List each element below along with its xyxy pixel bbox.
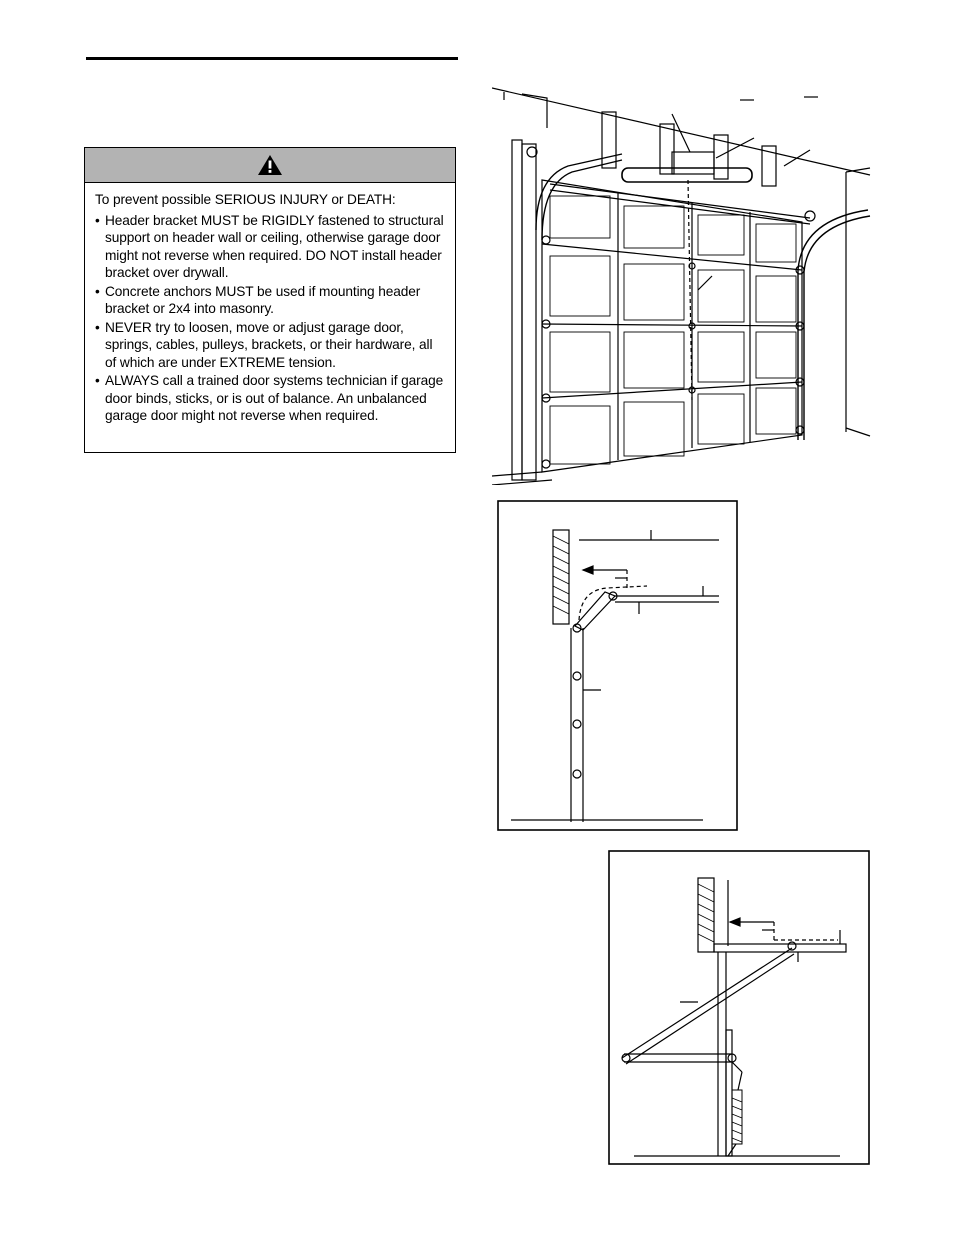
warning-body: [85, 183, 455, 432]
sectional-garage-door-illustration: [492, 80, 874, 485]
warning-list: [95, 212, 445, 425]
warning-header: [85, 148, 455, 183]
one-piece-door-header-detail: [608, 850, 870, 1166]
warning-item: • ALWAYS call a trained door systems technician if garage door binds, sticks, or is out of balance. An unbalanced garage door might not reverse when required.: [95, 372, 445, 425]
warning-intro: To prevent possible SERIOUS INJURY or DEATH:: [95, 192, 396, 207]
warning-triangle-icon: [257, 154, 283, 176]
warning-item: • Concrete anchors MUST be used if mounting header bracket or 2x4 into masonry.: [95, 283, 445, 318]
top-rule: [86, 57, 458, 60]
warning-box: [84, 147, 456, 453]
warning-item: • NEVER try to loosen, move or adjust garage door, springs, cables, pulleys, brackets, or their hardware, all of which are under EXTREME tension.: [95, 319, 445, 372]
sectional-door-header-detail: [497, 500, 738, 831]
warning-item: • Header bracket MUST be RIGIDLY fastened to structural support on header wall or ceiling, otherwise garage door might not reverse when required. DO NOT install header bracket over drywall.: [95, 212, 445, 282]
